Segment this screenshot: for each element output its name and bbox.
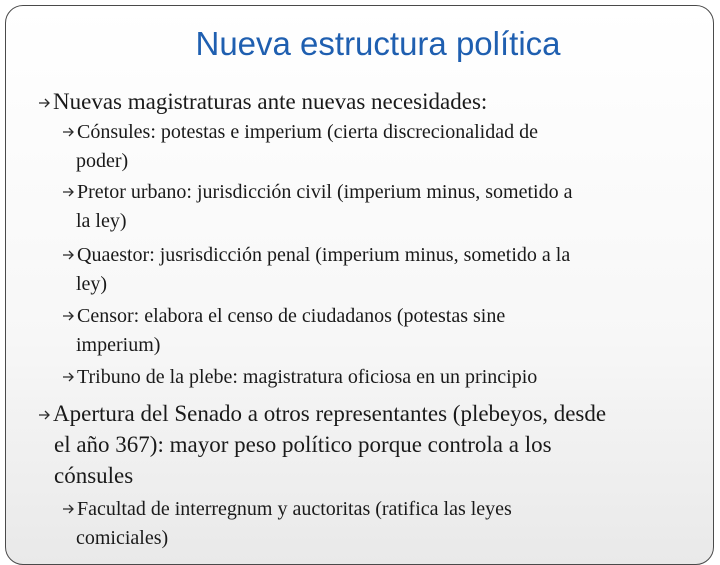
arrow-bullet-icon <box>38 409 51 421</box>
bullet-text: Censor: elabora el censo de ciudadanos (potestas sine <box>77 305 506 327</box>
bullet-tribuno <box>62 362 537 392</box>
bullet-nuevas-magistraturas <box>38 86 487 117</box>
arrow-bullet-icon <box>62 249 75 261</box>
bullet-facultad-continuation: comiciales) <box>76 527 169 549</box>
slide-title: Nueva estructura política <box>195 25 561 62</box>
bullet-pretor <box>62 177 572 207</box>
bullet-censor <box>62 301 505 331</box>
bullet-text: Facultad de interregnum y auctoritas (ratifica las leyes <box>77 498 512 520</box>
arrow-bullet-icon <box>62 186 75 198</box>
bullet-text: Pretor urbano: jurisdicción civil (imperium minus, sometido a <box>77 181 573 203</box>
bullet-text: Nuevas magistraturas ante nuevas necesidades: <box>53 89 488 114</box>
bullet-quaestor-continuation: ley) <box>76 273 108 295</box>
arrow-bullet-icon <box>62 371 75 383</box>
bullet-apertura-senado <box>38 398 606 429</box>
bullet-apertura-continuation: el año 367): mayor peso político porque controla a los <box>54 432 552 457</box>
bullet-apertura-continuation-2: cónsules <box>54 463 134 488</box>
bullet-facultad <box>62 494 512 524</box>
bullet-text: Cónsules: potestas e imperium (cierta discrecionalidad de <box>77 121 538 143</box>
bullet-censor-continuation: imperium) <box>76 334 161 356</box>
bullet-text: Quaestor: jusrisdicción penal (imperium minus, sometido a la <box>77 244 571 266</box>
bullet-text: Tribuno de la plebe: magistratura oficiosa en un principio <box>77 366 538 388</box>
bullet-quaestor <box>62 240 570 270</box>
bullet-text: Apertura del Senado a otros representantes (plebeyos, desde <box>53 401 607 426</box>
bullet-consules <box>62 117 538 147</box>
arrow-bullet-icon <box>62 126 75 138</box>
arrow-bullet-icon <box>62 310 75 322</box>
bullet-pretor-continuation: la ley) <box>76 210 127 232</box>
arrow-bullet-icon <box>62 503 75 515</box>
arrow-bullet-icon <box>38 97 51 109</box>
bullet-consules-continuation: poder) <box>76 150 129 172</box>
